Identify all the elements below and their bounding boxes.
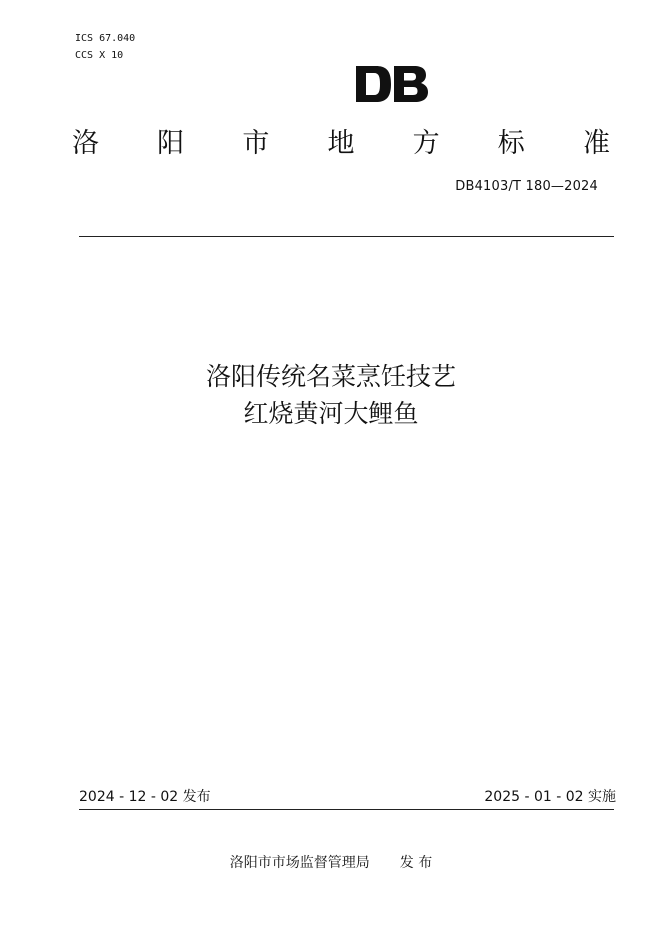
standard-type-char: 洛	[72, 128, 99, 159]
standard-type-char: 方	[412, 128, 440, 159]
issuer-name: 洛阳市市场监督管理局	[229, 855, 370, 871]
issue-date: 2024 - 12 - 02 发布	[79, 789, 211, 805]
implementation-date: 2025 - 01 - 02 实施	[484, 789, 616, 805]
standard-type-char: 地	[327, 128, 355, 159]
ccs-code: CCS X 10	[75, 50, 124, 61]
footer-divider	[79, 809, 614, 810]
document-title-line-2: 红烧黄河大鲤鱼	[243, 399, 419, 428]
issuer-line	[0, 854, 662, 872]
standard-type-char: 市	[242, 128, 270, 159]
db-logo	[356, 66, 428, 102]
standard-type-heading	[72, 124, 610, 164]
standard-number: DB4103/T 180—2024	[455, 179, 598, 194]
standard-type-char: 阳	[157, 128, 185, 159]
standard-type-char: 准	[582, 128, 610, 159]
standard-type-char: 标	[497, 128, 525, 159]
header-divider	[79, 236, 614, 237]
issue-label: 发 布	[399, 855, 433, 871]
ics-code: ICS 67.040	[75, 33, 136, 44]
document-title-line-1: 洛阳传统名菜烹饪技艺	[205, 362, 456, 391]
